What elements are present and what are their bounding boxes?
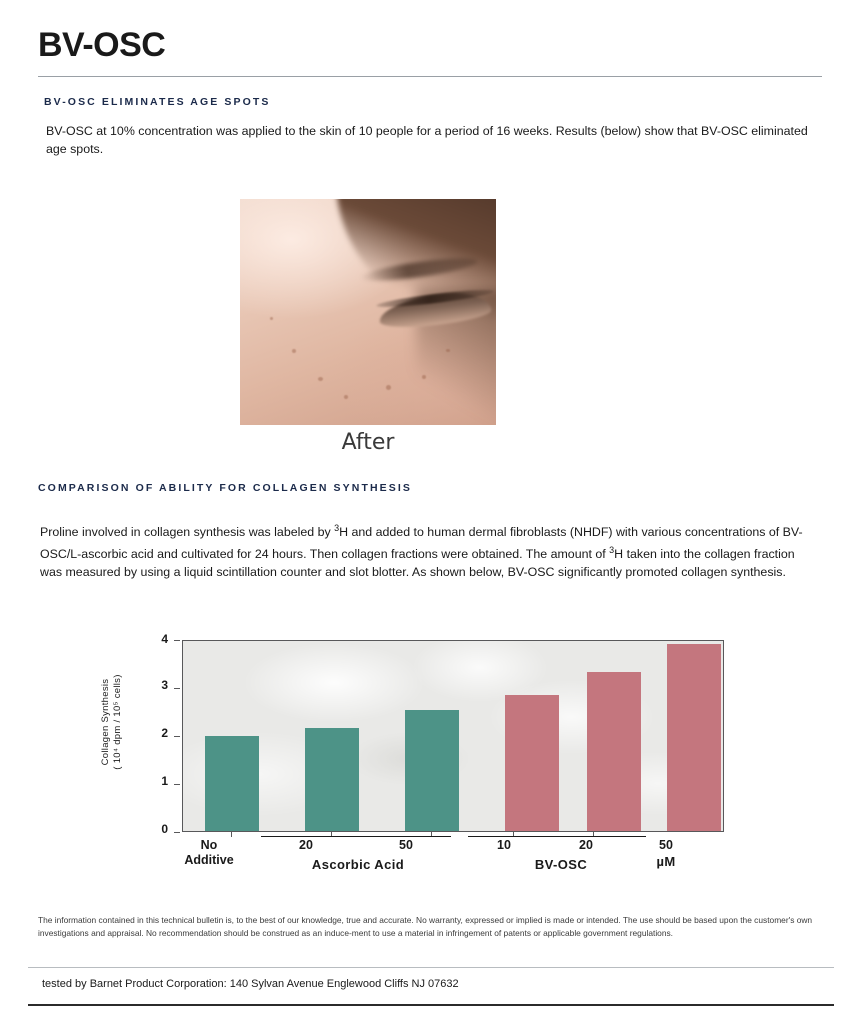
x-label-ascorbic-20: 20 — [299, 838, 313, 852]
collagen-synthesis-bar-chart — [100, 632, 760, 892]
photo-spot — [292, 349, 296, 353]
skin-photo-after — [240, 199, 496, 425]
section-paragraph-collagen — [40, 519, 820, 581]
photo-spot — [270, 317, 273, 320]
footer-text: tested by Barnet Product Corporation: 140 Sylvan Avenue Englewood Cliffs NJ 07632 — [42, 978, 459, 990]
y-axis-label-line1: Collagen Synthesis — [100, 678, 111, 766]
x-label-bvosc-20: 20 — [579, 838, 593, 852]
collagen-superscript-1: 3 — [334, 523, 340, 533]
photo-spot — [386, 385, 391, 390]
y-tick-mark-1 — [174, 784, 180, 785]
x-label-line2: Additive — [184, 853, 234, 867]
disclaimer-text: The information contained in this technical bulletin is, to the best of our knowledge, true and accurate. No warranty, expressed or implied is made or intended. The use should be based upon the customer's own investigations and appraisal. No recommendation should be construed as an induce-ment to use a material in infringement of patents or applicable government regulations. — [38, 915, 813, 938]
bar-bvosc-50 — [667, 644, 721, 831]
chart-plot-area — [182, 640, 724, 832]
photo-caption: After — [341, 430, 395, 455]
section-heading-age-spots: BV-OSC ELIMINATES AGE SPOTS — [44, 96, 271, 108]
photo-spot — [422, 375, 426, 379]
footer-divider-bottom — [28, 1004, 834, 1006]
x-tick-mark-1 — [231, 832, 232, 837]
y-tick-mark-0 — [174, 832, 180, 833]
page-title: BV-OSC — [38, 26, 166, 64]
x-label-line1: No — [200, 838, 218, 852]
photo-spot — [344, 395, 348, 399]
title-divider — [38, 76, 822, 77]
collagen-superscript-2: 3 — [609, 545, 615, 556]
collagen-text-part-2: H and added to human dermal fibroblasts (NHDF) with various concentrations of BV-OSC/L-ascorbic acid and cultivated for 24 hours. Then collagen fractions were obtained. The amount of — [40, 525, 803, 562]
y-axis-label-line2: ( 10⁴ dpm / 10⁵ cells) — [112, 674, 123, 770]
group-label-bvosc: BV-OSC — [534, 857, 588, 872]
photo-spot — [318, 377, 323, 381]
group-label-ascorbic-acid: Ascorbic Acid — [311, 857, 405, 872]
x-label-bvosc-10: 10 — [497, 838, 511, 852]
section-paragraph-age-spots: BV-OSC at 10% concentration was applied to the skin of 10 people for a period of 16 weeks. Results (below) show that BV-OSC eliminated age spots. — [46, 124, 808, 156]
bar-ascorbic-20 — [305, 728, 359, 831]
group-rule-bvosc — [468, 836, 646, 837]
y-axis-label — [100, 662, 124, 782]
y-tick-2: 2 — [161, 726, 168, 740]
bar-no-additive — [205, 736, 259, 831]
footer-divider-top — [28, 967, 834, 968]
y-tick-mark-4 — [174, 640, 180, 641]
bar-bvosc-20 — [587, 672, 641, 831]
photo-spot — [446, 349, 450, 352]
y-tick-3: 3 — [161, 678, 168, 692]
x-label-ascorbic-50: 50 — [399, 838, 413, 852]
y-tick-mark-3 — [174, 688, 180, 689]
x-label-no-additive — [169, 838, 249, 868]
y-tick-0: 0 — [161, 822, 168, 836]
group-rule-ascorbic — [261, 836, 451, 837]
collagen-text-part-1: Proline involved in collagen synthesis was labeled by — [40, 525, 335, 540]
x-label-bvosc-50: 50 — [659, 838, 673, 852]
y-tick-mark-2 — [174, 736, 180, 737]
bar-ascorbic-50 — [405, 710, 459, 831]
chart-unit-label: µM — [656, 854, 676, 869]
y-tick-4: 4 — [161, 632, 168, 646]
y-tick-1: 1 — [161, 774, 168, 788]
bar-bvosc-10 — [505, 695, 559, 831]
collagen-text-part-3: H taken into the collagen fraction was measured by using a liquid scintillation counter and slot blotter. As shown below, BV-OSC significantly promoted collagen synthesis. — [40, 547, 795, 580]
section-heading-collagen: COMPARISON OF ABILITY FOR COLLAGEN SYNTHESIS — [38, 482, 412, 494]
